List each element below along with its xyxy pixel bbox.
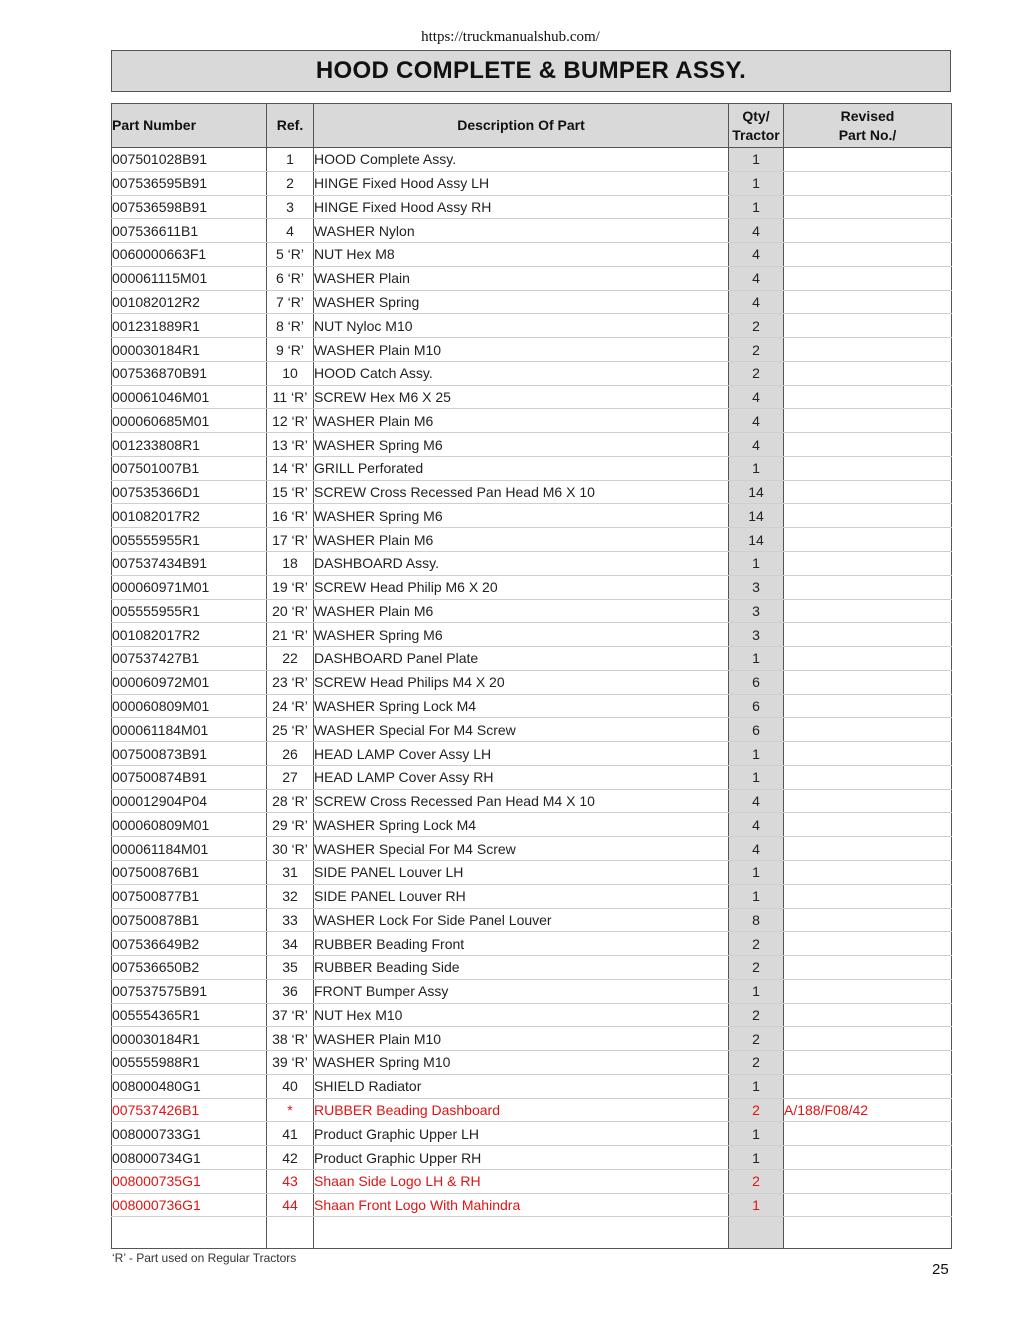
qty-cell: 2: [729, 932, 784, 956]
part-number-cell: 007535366D1: [112, 480, 267, 504]
qty-cell: 3: [729, 623, 784, 647]
revised-part-cell: [784, 979, 952, 1003]
revised-part-cell: [784, 528, 952, 552]
description-cell: GRILL Perforated: [314, 456, 729, 480]
ref-cell: 34: [267, 932, 314, 956]
ref-cell: 38 ‘R’: [267, 1027, 314, 1051]
empty-revised-part-cell: [784, 1217, 952, 1249]
ref-cell: 4: [267, 219, 314, 243]
qty-cell: 1: [729, 884, 784, 908]
description-cell: SIDE PANEL Louver LH: [314, 860, 729, 884]
part-number-cell: 007500873B91: [112, 742, 267, 766]
column-header-description: Description Of Part: [314, 104, 729, 148]
ref-cell: 35: [267, 956, 314, 980]
revised-part-cell: [784, 1003, 952, 1027]
table-row: [112, 647, 952, 671]
description-cell: Shaan Side Logo LH & RH: [314, 1169, 729, 1193]
revised-part-cell: [784, 243, 952, 267]
part-number-cell: 005555988R1: [112, 1051, 267, 1075]
part-number-cell: 007537434B91: [112, 552, 267, 576]
table-row: [112, 979, 952, 1003]
table-row: [112, 575, 952, 599]
ref-cell: 23 ‘R’: [267, 670, 314, 694]
revised-part-cell: [784, 670, 952, 694]
table-row: [112, 1003, 952, 1027]
parts-table: [111, 103, 952, 1249]
description-cell: WASHER Spring M6: [314, 623, 729, 647]
description-cell: HOOD Catch Assy.: [314, 361, 729, 385]
revised-part-cell: [784, 860, 952, 884]
part-number-cell: 000061184M01: [112, 718, 267, 742]
part-number-cell: 001082017R2: [112, 623, 267, 647]
table-row: [112, 552, 952, 576]
qty-cell: 2: [729, 1051, 784, 1075]
qty-cell: 1: [729, 171, 784, 195]
qty-cell: 14: [729, 504, 784, 528]
revised-part-cell: [784, 932, 952, 956]
revised-part-cell: [784, 956, 952, 980]
description-cell: WASHER Nylon: [314, 219, 729, 243]
page-title: HOOD COMPLETE & BUMPER ASSY.: [315, 57, 747, 84]
part-number-cell: 007536649B2: [112, 932, 267, 956]
part-number-cell: 007536650B2: [112, 956, 267, 980]
description-cell: WASHER Special For M4 Screw: [314, 718, 729, 742]
table-row: [112, 409, 952, 433]
qty-cell: 2: [729, 314, 784, 338]
column-header-qty-line1: Qty/: [742, 107, 770, 124]
qty-cell: 4: [729, 219, 784, 243]
part-number-cell: 008000734G1: [112, 1146, 267, 1170]
revised-part-cell: [784, 195, 952, 219]
qty-cell: 4: [729, 243, 784, 267]
ref-cell: 5 ‘R’: [267, 243, 314, 267]
description-cell: WASHER Plain M10: [314, 338, 729, 362]
empty-ref-cell: [267, 1217, 314, 1249]
table-row: [112, 599, 952, 623]
part-number-cell: 000030184R1: [112, 338, 267, 362]
description-cell: WASHER Spring M6: [314, 504, 729, 528]
part-number-cell: 0060000663F1: [112, 243, 267, 267]
description-cell: WASHER Plain M6: [314, 599, 729, 623]
part-number-cell: 000060809M01: [112, 694, 267, 718]
ref-cell: 2: [267, 171, 314, 195]
description-cell: WASHER Plain M6: [314, 409, 729, 433]
table-row: [112, 171, 952, 195]
revised-part-cell: [784, 1051, 952, 1075]
part-number-cell: 007501007B1: [112, 456, 267, 480]
table-row: [112, 956, 952, 980]
part-number-cell: 000061184M01: [112, 837, 267, 861]
page-number: 25: [932, 1261, 949, 1278]
ref-cell: 12 ‘R’: [267, 409, 314, 433]
table-row: [112, 528, 952, 552]
ref-cell: 9 ‘R’: [267, 338, 314, 362]
ref-cell: 20 ‘R’: [267, 599, 314, 623]
ref-cell: 42: [267, 1146, 314, 1170]
ref-cell: 8 ‘R’: [267, 314, 314, 338]
ref-cell: 11 ‘R’: [267, 385, 314, 409]
part-number-cell: 007501028B91: [112, 148, 267, 172]
qty-cell: 4: [729, 837, 784, 861]
description-cell: HEAD LAMP Cover Assy LH: [314, 742, 729, 766]
table-row: [112, 1051, 952, 1075]
description-cell: HINGE Fixed Hood Assy LH: [314, 171, 729, 195]
part-number-cell: 007536598B91: [112, 195, 267, 219]
description-cell: Product Graphic Upper RH: [314, 1146, 729, 1170]
part-number-cell: 008000480G1: [112, 1074, 267, 1098]
empty-qty-cell: [729, 1217, 784, 1249]
table-row: [112, 385, 952, 409]
revised-part-cell: [784, 1027, 952, 1051]
table-row: [112, 1169, 952, 1193]
revised-part-cell: [784, 1074, 952, 1098]
description-cell: FRONT Bumper Assy: [314, 979, 729, 1003]
part-number-cell: 008000735G1: [112, 1169, 267, 1193]
ref-cell: 13 ‘R’: [267, 433, 314, 457]
table-header-row: [112, 104, 952, 148]
table-row: [112, 338, 952, 362]
column-header-ref: Ref.: [267, 104, 314, 148]
qty-cell: 6: [729, 718, 784, 742]
table-row: [112, 1193, 952, 1217]
revised-part-cell: [784, 813, 952, 837]
description-cell: RUBBER Beading Dashboard: [314, 1098, 729, 1122]
description-cell: WASHER Plain M6: [314, 528, 729, 552]
description-cell: SCREW Hex M6 X 25: [314, 385, 729, 409]
revised-part-cell: [784, 718, 952, 742]
ref-cell: 28 ‘R’: [267, 789, 314, 813]
page-title-box: [111, 50, 951, 92]
table-row: [112, 290, 952, 314]
qty-cell: 1: [729, 148, 784, 172]
ref-cell: 10: [267, 361, 314, 385]
description-cell: Shaan Front Logo With Mahindra: [314, 1193, 729, 1217]
qty-cell: 3: [729, 575, 784, 599]
description-cell: SCREW Cross Recessed Pan Head M6 X 10: [314, 480, 729, 504]
ref-cell: 29 ‘R’: [267, 813, 314, 837]
table-row: [112, 718, 952, 742]
revised-part-cell: [784, 552, 952, 576]
description-cell: NUT Hex M10: [314, 1003, 729, 1027]
description-cell: NUT Hex M8: [314, 243, 729, 267]
part-number-cell: 008000736G1: [112, 1193, 267, 1217]
table-row: [112, 243, 952, 267]
ref-cell: 6 ‘R’: [267, 266, 314, 290]
qty-cell: 2: [729, 1098, 784, 1122]
description-cell: DASHBOARD Assy.: [314, 552, 729, 576]
qty-cell: 1: [729, 860, 784, 884]
table-row: [112, 266, 952, 290]
qty-cell: 1: [729, 742, 784, 766]
ref-cell: 21 ‘R’: [267, 623, 314, 647]
ref-cell: 19 ‘R’: [267, 575, 314, 599]
revised-part-cell: [784, 1169, 952, 1193]
part-number-cell: 000061046M01: [112, 385, 267, 409]
column-header-qty: [729, 104, 784, 148]
table-row: [112, 1122, 952, 1146]
part-number-cell: 000060972M01: [112, 670, 267, 694]
qty-cell: 2: [729, 1169, 784, 1193]
ref-cell: 22: [267, 647, 314, 671]
column-header-revised-line1: Revised: [840, 107, 895, 124]
table-row: [112, 742, 952, 766]
ref-cell: 37 ‘R’: [267, 1003, 314, 1027]
part-number-cell: 005555955R1: [112, 599, 267, 623]
ref-cell: 7 ‘R’: [267, 290, 314, 314]
part-number-cell: 000061115M01: [112, 266, 267, 290]
table-row: [112, 1027, 952, 1051]
qty-cell: 1: [729, 1074, 784, 1098]
description-cell: HINGE Fixed Hood Assy RH: [314, 195, 729, 219]
table-row: [112, 932, 952, 956]
revised-part-cell: [784, 575, 952, 599]
qty-cell: 1: [729, 1146, 784, 1170]
qty-cell: 4: [729, 813, 784, 837]
ref-cell: 36: [267, 979, 314, 1003]
revised-part-cell: [784, 765, 952, 789]
revised-part-cell: [784, 171, 952, 195]
ref-cell: 18: [267, 552, 314, 576]
ref-cell: 30 ‘R’: [267, 837, 314, 861]
qty-cell: 4: [729, 433, 784, 457]
qty-cell: 2: [729, 338, 784, 362]
column-header-revised: [784, 104, 952, 148]
qty-cell: 4: [729, 290, 784, 314]
ref-cell: 27: [267, 765, 314, 789]
ref-cell: 14 ‘R’: [267, 456, 314, 480]
description-cell: WASHER Special For M4 Screw: [314, 837, 729, 861]
revised-part-cell: [784, 837, 952, 861]
part-number-cell: 007537427B1: [112, 647, 267, 671]
table-row: [112, 456, 952, 480]
table-row: [112, 1074, 952, 1098]
ref-cell: 40: [267, 1074, 314, 1098]
revised-part-cell: [784, 1122, 952, 1146]
qty-cell: 2: [729, 361, 784, 385]
description-cell: WASHER Spring Lock M4: [314, 694, 729, 718]
revised-part-cell: [784, 385, 952, 409]
part-number-cell: 000060685M01: [112, 409, 267, 433]
description-cell: WASHER Lock For Side Panel Louver: [314, 908, 729, 932]
empty-part-number-cell: [112, 1217, 267, 1249]
table-row: [112, 433, 952, 457]
part-number-cell: 007536870B91: [112, 361, 267, 385]
table-row: [112, 813, 952, 837]
qty-cell: 1: [729, 1122, 784, 1146]
ref-cell: 33: [267, 908, 314, 932]
revised-part-cell: [784, 599, 952, 623]
part-number-cell: 007500876B1: [112, 860, 267, 884]
description-cell: WASHER Spring: [314, 290, 729, 314]
column-header-part-number: Part Number: [112, 104, 267, 148]
revised-part-cell: [784, 338, 952, 362]
part-number-cell: 005554365R1: [112, 1003, 267, 1027]
ref-cell: 15 ‘R’: [267, 480, 314, 504]
table-row: [112, 480, 952, 504]
part-number-cell: 001082017R2: [112, 504, 267, 528]
qty-cell: 4: [729, 409, 784, 433]
table-row-empty: [112, 1217, 952, 1249]
revised-part-cell: [784, 433, 952, 457]
revised-part-cell: [784, 1146, 952, 1170]
part-number-cell: 007500874B91: [112, 765, 267, 789]
part-number-cell: 007537426B1: [112, 1098, 267, 1122]
qty-cell: 6: [729, 670, 784, 694]
revised-part-cell: [784, 148, 952, 172]
table-row: [112, 1146, 952, 1170]
ref-cell: 44: [267, 1193, 314, 1217]
description-cell: HEAD LAMP Cover Assy RH: [314, 765, 729, 789]
description-cell: SCREW Head Philips M4 X 20: [314, 670, 729, 694]
part-number-cell: 007536595B91: [112, 171, 267, 195]
qty-cell: 2: [729, 1003, 784, 1027]
qty-cell: 14: [729, 528, 784, 552]
ref-cell: 1: [267, 148, 314, 172]
revised-part-cell: [784, 266, 952, 290]
column-header-qty-line2: Tractor: [732, 126, 780, 143]
table-row: [112, 1098, 952, 1122]
table-row: [112, 908, 952, 932]
revised-part-cell: [784, 742, 952, 766]
part-number-cell: 007536611B1: [112, 219, 267, 243]
ref-cell: 26: [267, 742, 314, 766]
table-row: [112, 623, 952, 647]
part-number-cell: 007500878B1: [112, 908, 267, 932]
part-number-cell: 000060809M01: [112, 813, 267, 837]
qty-cell: 14: [729, 480, 784, 504]
ref-cell: 32: [267, 884, 314, 908]
qty-cell: 1: [729, 195, 784, 219]
empty-description-cell: [314, 1217, 729, 1249]
description-cell: SHIELD Radiator: [314, 1074, 729, 1098]
revised-part-cell: [784, 290, 952, 314]
revised-part-cell: [784, 789, 952, 813]
description-cell: HOOD Complete Assy.: [314, 148, 729, 172]
table-row: [112, 765, 952, 789]
qty-cell: 6: [729, 694, 784, 718]
table-row: [112, 361, 952, 385]
qty-cell: 1: [729, 647, 784, 671]
revised-part-cell: [784, 480, 952, 504]
revised-part-cell: [784, 409, 952, 433]
part-number-cell: 001082012R2: [112, 290, 267, 314]
description-cell: RUBBER Beading Side: [314, 956, 729, 980]
table-row: [112, 504, 952, 528]
description-cell: WASHER Plain: [314, 266, 729, 290]
qty-cell: 3: [729, 599, 784, 623]
description-cell: SCREW Cross Recessed Pan Head M4 X 10: [314, 789, 729, 813]
revised-part-cell: [784, 884, 952, 908]
description-cell: RUBBER Beading Front: [314, 932, 729, 956]
revised-part-cell: [784, 314, 952, 338]
description-cell: NUT Nyloc M10: [314, 314, 729, 338]
ref-cell: 16 ‘R’: [267, 504, 314, 528]
ref-cell: 3: [267, 195, 314, 219]
table-row: [112, 670, 952, 694]
parts-table-body: [112, 148, 952, 1249]
part-number-cell: 000030184R1: [112, 1027, 267, 1051]
table-row: [112, 219, 952, 243]
ref-cell: 41: [267, 1122, 314, 1146]
source-url[interactable]: https://truckmanualshub.com/: [421, 29, 600, 45]
footnote: ‘R’ - Part used on Regular Tractors: [112, 1251, 297, 1265]
table-row: [112, 148, 952, 172]
ref-cell: 39 ‘R’: [267, 1051, 314, 1075]
description-cell: Product Graphic Upper LH: [314, 1122, 729, 1146]
description-cell: WASHER Plain M10: [314, 1027, 729, 1051]
description-cell: SIDE PANEL Louver RH: [314, 884, 729, 908]
description-cell: WASHER Spring M10: [314, 1051, 729, 1075]
revised-part-cell: [784, 694, 952, 718]
qty-cell: 1: [729, 979, 784, 1003]
part-number-cell: 008000733G1: [112, 1122, 267, 1146]
qty-cell: 8: [729, 908, 784, 932]
qty-cell: 1: [729, 765, 784, 789]
qty-cell: 1: [729, 456, 784, 480]
ref-cell: *: [267, 1098, 314, 1122]
revised-part-cell: [784, 1193, 952, 1217]
revised-part-cell: [784, 504, 952, 528]
part-number-cell: 005555955R1: [112, 528, 267, 552]
revised-part-cell: [784, 456, 952, 480]
part-number-cell: 000012904P04: [112, 789, 267, 813]
part-number-cell: 000060971M01: [112, 575, 267, 599]
qty-cell: 2: [729, 956, 784, 980]
revised-part-cell: A/188/F08/42: [784, 1098, 952, 1122]
revised-part-cell: [784, 647, 952, 671]
description-cell: SCREW Head Philip M6 X 20: [314, 575, 729, 599]
ref-cell: 31: [267, 860, 314, 884]
revised-part-cell: [784, 361, 952, 385]
table-row: [112, 314, 952, 338]
qty-cell: 1: [729, 1193, 784, 1217]
qty-cell: 2: [729, 1027, 784, 1051]
table-row: [112, 195, 952, 219]
part-number-cell: 001231889R1: [112, 314, 267, 338]
revised-part-cell: [784, 219, 952, 243]
qty-cell: 4: [729, 789, 784, 813]
part-number-cell: 007537575B91: [112, 979, 267, 1003]
part-number-cell: 007500877B1: [112, 884, 267, 908]
revised-part-cell: [784, 908, 952, 932]
table-row: [112, 789, 952, 813]
qty-cell: 4: [729, 266, 784, 290]
ref-cell: 25 ‘R’: [267, 718, 314, 742]
ref-cell: 17 ‘R’: [267, 528, 314, 552]
table-row: [112, 837, 952, 861]
description-cell: WASHER Spring M6: [314, 433, 729, 457]
part-number-cell: 001233808R1: [112, 433, 267, 457]
ref-cell: 43: [267, 1169, 314, 1193]
table-row: [112, 694, 952, 718]
column-header-revised-line2: Part No./: [838, 126, 897, 143]
description-cell: WASHER Spring Lock M4: [314, 813, 729, 837]
qty-cell: 1: [729, 552, 784, 576]
ref-cell: 24 ‘R’: [267, 694, 314, 718]
description-cell: DASHBOARD Panel Plate: [314, 647, 729, 671]
qty-cell: 4: [729, 385, 784, 409]
table-row: [112, 884, 952, 908]
table-row: [112, 860, 952, 884]
revised-part-cell: [784, 623, 952, 647]
